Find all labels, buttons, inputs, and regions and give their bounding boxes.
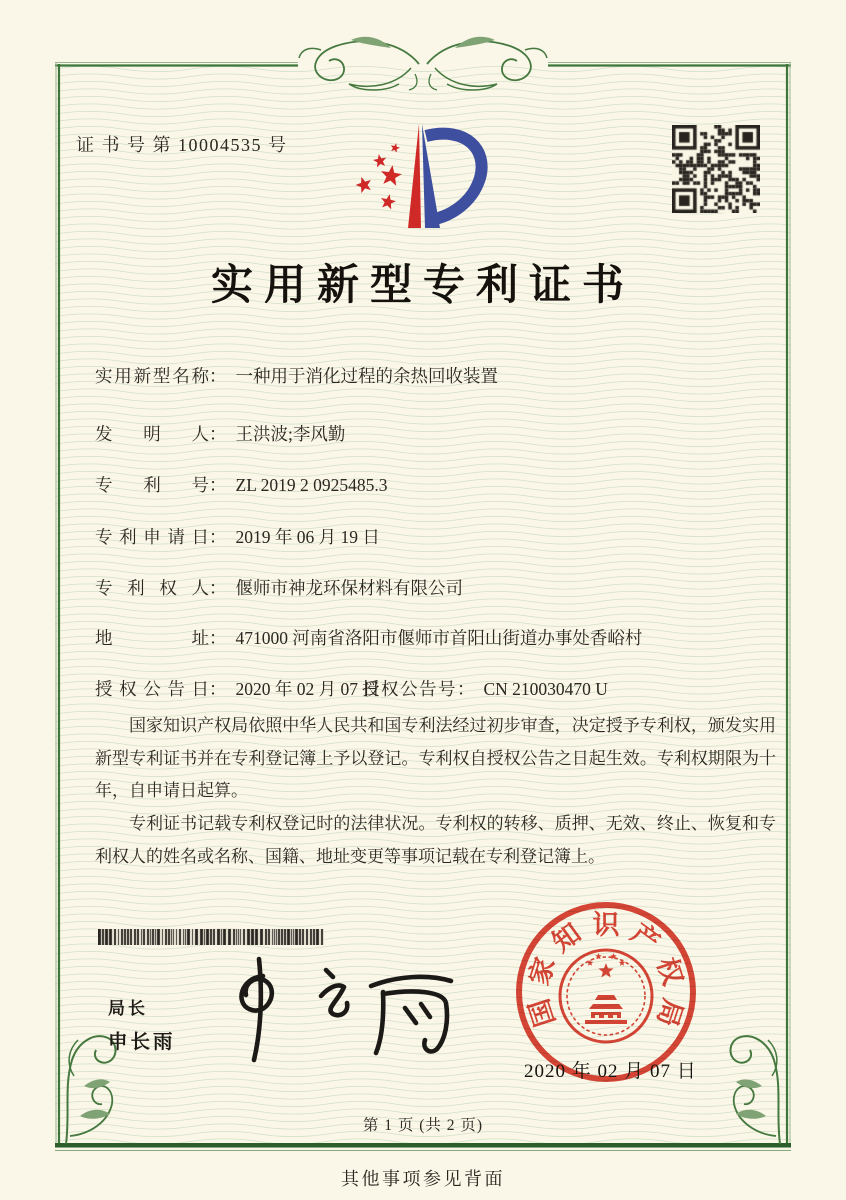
commissioner-name: 申长雨 [108,1031,176,1053]
logo-stars [354,142,403,210]
field-value-grant-no: CN 210030470 U [483,679,608,699]
svg-text:产: 产 [625,917,666,958]
qr-code [672,125,760,213]
field-value-grant-date: 2020 年 02 月 07 日 [235,679,380,699]
paragraph-register-statement: 专利证书记载专利权登记时的法律状况。专利权的转移、质押、无效、终止、恢复和专利权人的姓名或名称、国籍、地址变更等事项记载在专利登记簿上。 [95,813,776,866]
colon: ： [209,578,227,598]
field-row-patentee [95,575,788,600]
field-row-grant [95,676,788,701]
field-value-address: 471000 河南省洛阳市偃师市首阳山街道办事处香峪村 [235,628,643,648]
field-label-address: 地址 [95,628,209,648]
field-label-patentee: 专利权人 [95,578,209,598]
frame-bottom-border [55,1143,791,1151]
svg-text:局: 局 [651,995,689,1031]
colon: ： [209,475,227,495]
field-row-filing-date [95,524,788,549]
field-row-patent-no [95,472,788,497]
body-text [95,710,776,873]
field-row-name [95,363,788,388]
cnipa-logo-icon [346,110,496,232]
svg-text:权: 权 [651,953,689,989]
colon: ： [209,628,227,648]
colon: ： [209,366,227,386]
svg-text:知: 知 [546,917,587,958]
svg-text:国: 国 [523,995,561,1031]
field-label-grant-no: 授权公告号 [362,679,457,699]
top-ornament [299,37,547,90]
field-group-grant-no [362,676,608,701]
svg-text:家: 家 [523,953,561,989]
field-label-grant-date: 授权公告日 [95,679,209,699]
field-value-patentee: 偃师市神龙环保材料有限公司 [235,578,463,598]
field-value-inventor: 王洪波;李风勤 [235,424,346,444]
field-value-filing-date: 2019 年 06 月 19 日 [235,527,380,547]
back-side-note: 其他事项参见背面 [341,1169,505,1189]
svg-text:识: 识 [592,910,620,940]
signature-handwriting [225,956,460,1064]
field-label-filing-date: 专利申请日 [95,527,209,547]
field-label-name: 实用新型名称 [95,366,209,386]
page-number: 第 1 页 (共 2 页) [362,1117,484,1134]
field-label-inventor: 发明人 [95,424,209,444]
seal-date: 2020 年 02 月 07 日 [524,1061,697,1082]
field-value-patent-no: ZL 2019 2 0925485.3 [235,475,388,495]
colon: ： [209,424,227,444]
logo-spire-red [408,124,421,228]
colon: ： [209,527,227,547]
certificate-title: 实用新型专利证书 [210,263,635,309]
barcode [98,929,324,945]
paragraph-grant-statement: 国家知识产权局依照中华人民共和国专利法经过初步审查，决定授予专利权，颁发实用新型专利证书并在专利登记簿上予以登记。专利权自授权公告之日起生效。专利权期限为十年，自申请日起算。 [95,716,776,801]
field-value-name: 一种用于消化过程的余热回收装置 [235,366,498,386]
frame-top-border [55,63,791,66]
colon: ： [457,679,475,699]
certificate-number: 证 书 号 第 10004535 号 [76,135,288,155]
field-label-patent-no: 专利号 [95,475,209,495]
commissioner-title: 局长 [108,999,148,1018]
seal-national-emblem [560,950,652,1042]
colon: ： [209,679,227,699]
field-row-address [95,625,788,650]
field-row-inventor [95,421,788,446]
